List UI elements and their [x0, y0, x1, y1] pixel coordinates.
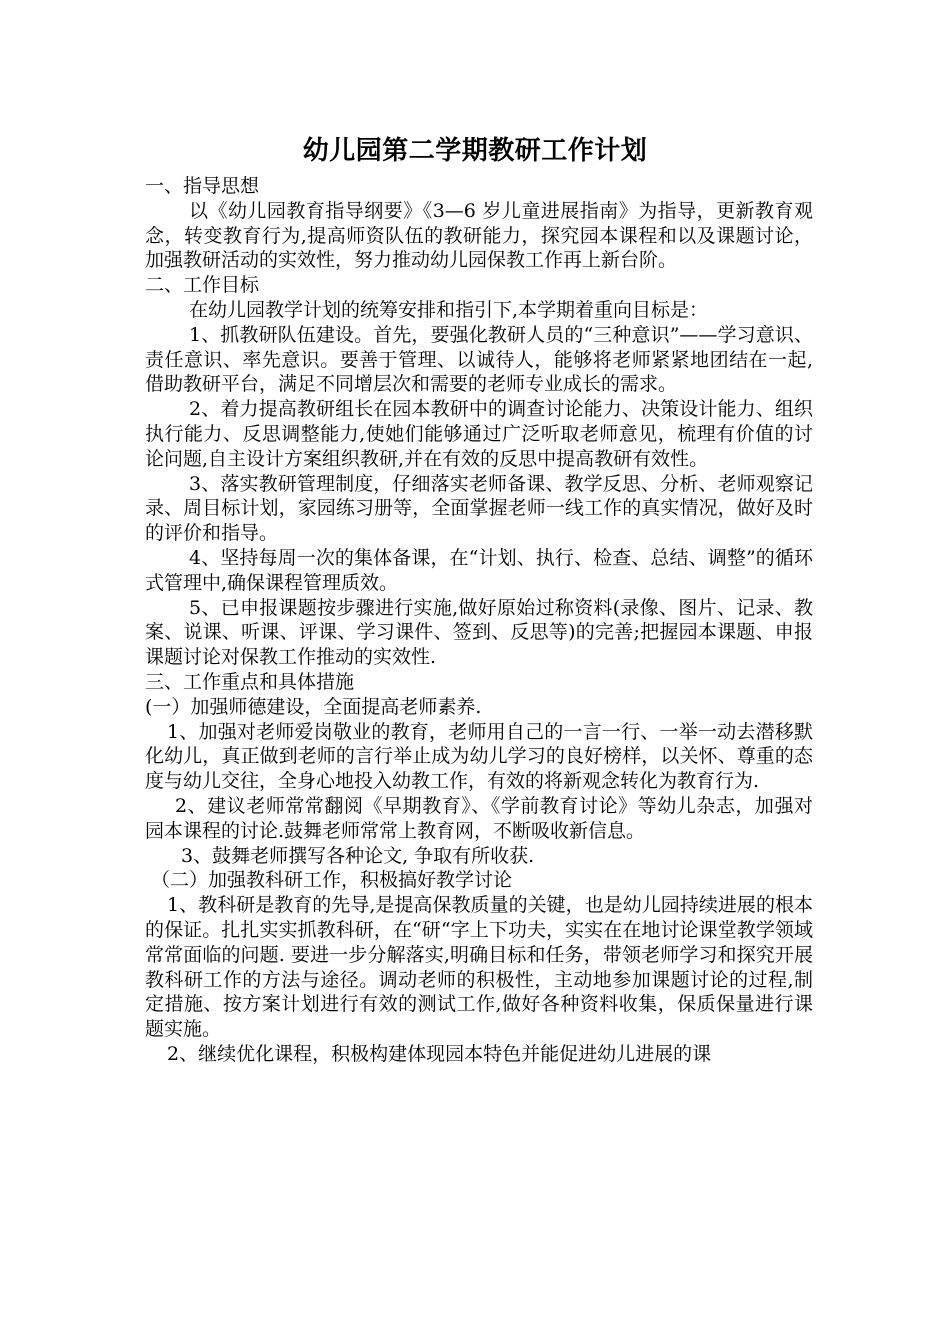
paragraph: 在幼儿园教学计划的统筹安排和指引下,本学期着重向目标是：	[189, 298, 709, 321]
list-item: 3、落实教研管理制度，仔细落实老师备课、教学反思、分析、老师观察记录、周目标计划，家园练习册等，全面掌握老师一线工作的真实情况，做好及时的评价和指导。	[145, 472, 813, 545]
list-item: 1、加强对老师爱岗敬业的教育，老师用自己的一言一行、一举一动去潜移默化幼儿，真正做到老师的言行举止成为幼儿学习的良好榜样，以关怀、尊重的态度与幼儿交往，全身心地投入幼教工作，有效的将新观念转化为教育行为.	[145, 720, 813, 793]
list-item: 5、已申报课题按步骤进行实施,做好原始过称资料(录像、图片、记录、教案、说课、听课、评课、学习课件、签到、反思等)的完善;把握园本课题、申报课题讨论对保教工作推动的实效性.	[145, 596, 813, 669]
document-title: 幼儿园第二学期教研工作计划	[302, 136, 648, 166]
section-heading: 三、工作重点和具体措施	[145, 670, 355, 693]
list-item: 2、建议老师常常翻阅《早期教育》、《学前教育讨论》等幼儿杂志，加强对园本课程的讨论.鼓舞老师常常上教育网，不断吸收新信息。	[145, 794, 813, 842]
list-item: 4、坚持每周一次的集体备课，在“计划、执行、检查、总结、调整”的循环式管理中,确保课程管理质效。	[145, 546, 813, 594]
list-item: 3、鼓舞老师撰写各种论文, 争取有所收获.	[181, 844, 535, 867]
section-heading: 一、指导思想	[145, 175, 260, 197]
section-heading: 二、工作目标	[145, 274, 260, 297]
list-item: 2、着力提高教研组长在园本教研中的调查讨论能力、决策设计能力、组织执行能力、反思调整能力,使她们能够通过广泛听取老师意见，梳理有价值的讨论问题,自主设计方案组织教研,并在有效的反思中提高教研有效性。	[145, 398, 813, 470]
list-item: 2、继续优化课程，积极构建体现园本特色并能促进幼儿进展的课	[167, 1042, 712, 1065]
list-item: 1、抓教研队伍建设。首先，要强化教研人员的“三种意识”——学习意识、责任意识、率先意识。要善于管理、以诚待人，能够将老师紧紧地团结在一起,借助教研平台，满足不同增层次和需要的老师专业成长的需求。	[145, 323, 813, 396]
list-item: 1、教科研是教育的先导,是提高保教质量的关键，也是幼儿园持续进展的根本的保证。扎扎实实抓教科研，在“研“字上下功夫，实实在在地讨论课堂教学领域常常面临的问题. 要进一步分解落实,明确目标和任务，带领老师学习和探究开展教科研工作的方法与途径。调动老师的积极性，主动地参加课题讨论的过程,制定措施、按方案计划进行有效的测试工作,做好各种资料收集，保质保量进行课题实施。	[145, 894, 813, 1041]
subsection-heading: (一）加强师德建设，全面提高老师素养.	[145, 695, 482, 718]
document-body	[145, 174, 813, 1067]
paragraph: 以《幼儿园教育指导纲要》《3—6 岁儿童进展指南》为指导，更新教育观念，转变教育行为,提高师资队伍的教研能力，探究园本课程和以及课题讨论，加强教研活动的实效性，努力推动幼儿园保教工作再上新台阶。	[145, 199, 813, 272]
subsection-heading: （二）加强教科研工作，积极搞好教学讨论	[151, 869, 513, 892]
